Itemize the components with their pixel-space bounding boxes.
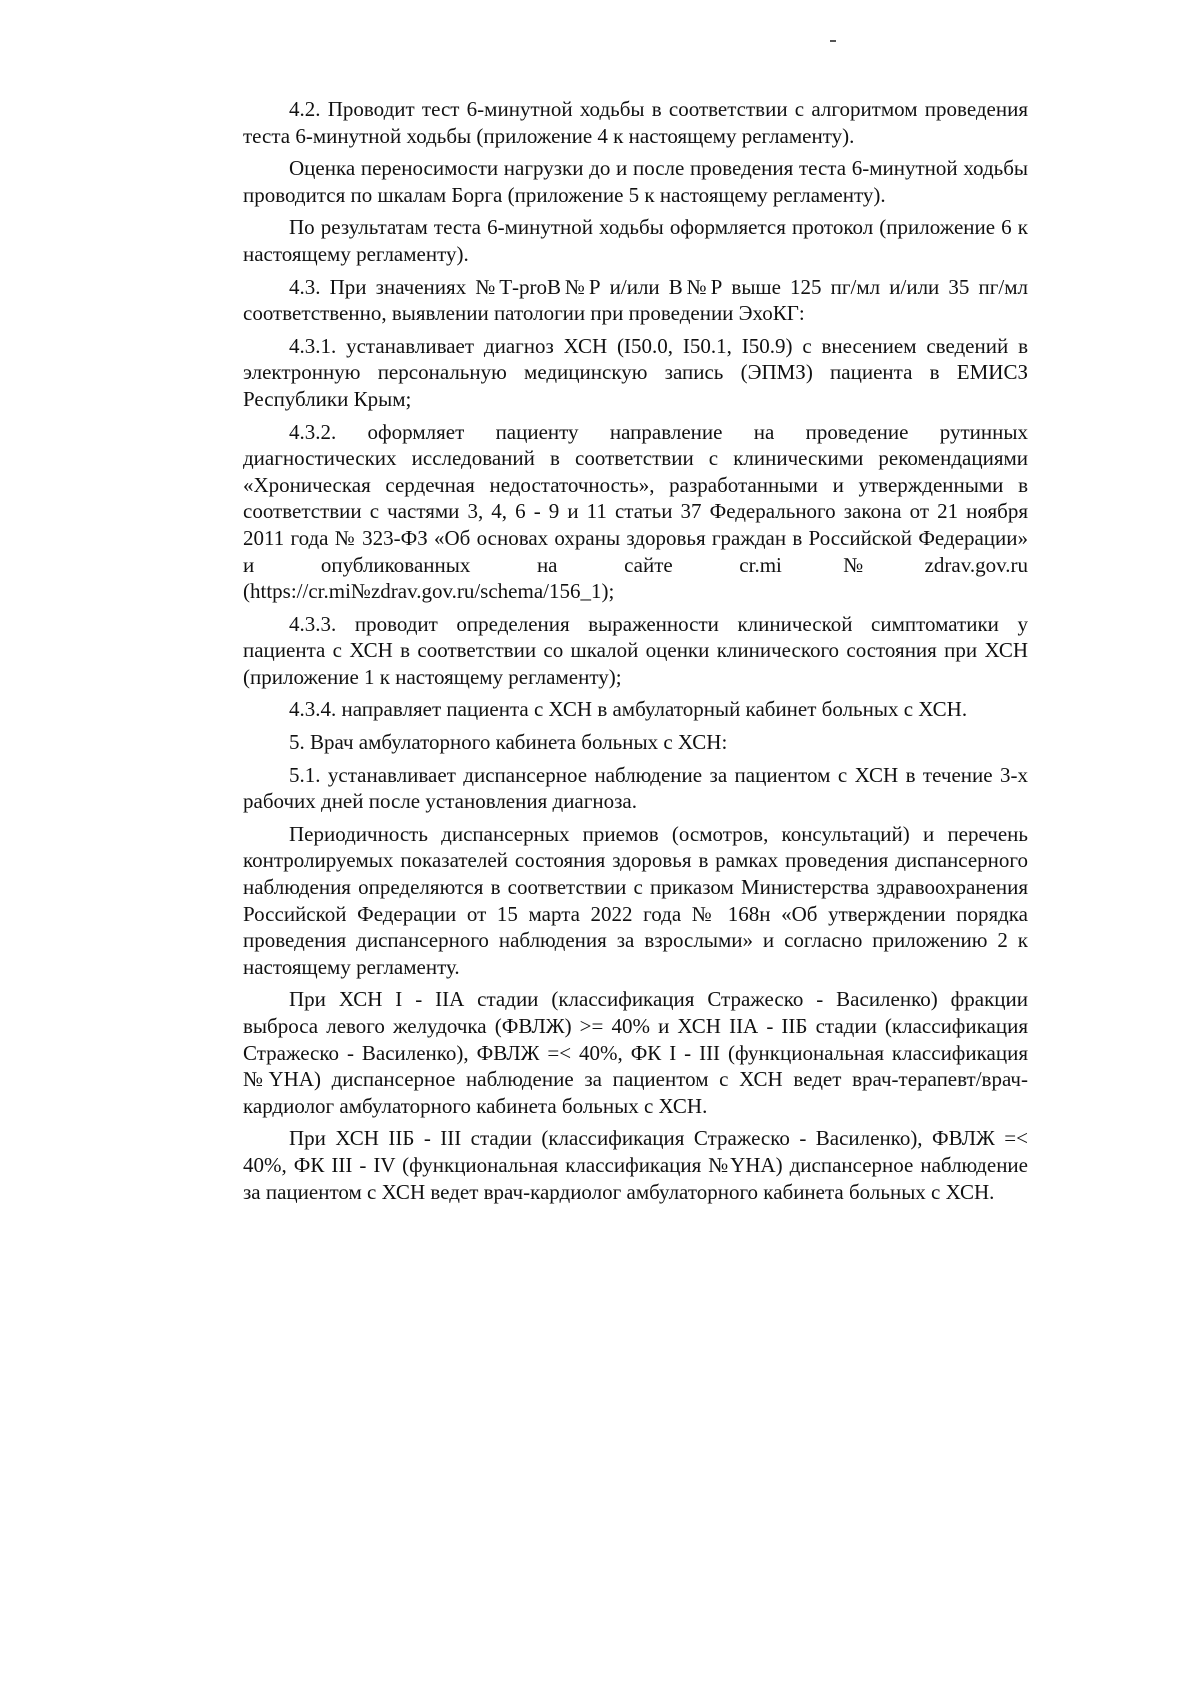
scan-speck <box>830 40 836 42</box>
paragraph-protocol: По результатам теста 6-минутной ходьбы оформляется протокол (приложение 6 к настоящему регламенту). <box>243 215 1028 266</box>
paragraph-4-3-1: 4.3.1. устанавливает диагноз ХСН (I50.0, I50.1, I50.9) с внесением сведений в электронную персональную медицинскую запись (ЭПМЗ) пациента в ЕМИСЗ Республики Крым; <box>243 333 1028 411</box>
paragraph-stage-i-iia: При ХСН I - IIА стадии (классификация Стражеско - Василенко) фракции выброса левого желудочка (ФВЛЖ) >= 40% и ХСН IIА - IIБ стадии (классификация Стражеско - Василенко), ФВЛЖ =< 40%, ФК I - III (функциональная классификация №YHA) диспансерное наблюдение за пациентом с ХСН ведет врач-терапевт/врач-кардиолог амбулаторного кабинета больных с ХСН. <box>243 987 1028 1118</box>
paragraph-4-3-2: 4.3.2. оформляет пациенту направление на проведение рутинных диагностических исследований в соответствии с клиническими рекомендациями «Хроническая сердечная недостаточность», разработанными и утвержденными в соответствии с частями 3, 4, 6 - 9 и 11 статьи 37 Федерального закона от 21 ноября 2011 года № 323-ФЗ «Об основах охраны здоровья граждан в Российской Федерации» и опубликованных на сайте cr.mi№zdrav.gov.ru (https://cr.mi№zdrav.gov.ru/schema/156_1); <box>243 419 1028 604</box>
paragraph-4-3-4: 4.3.4. направляет пациента с ХСН в амбулаторный кабинет больных с ХСН. <box>289 697 968 722</box>
paragraph-periodicity: Периодичность диспансерных приемов (осмотров, консультаций) и перечень контролируемых показателей состояния здоровья в рамках проведения диспансерного наблюдения определяются в соответствии с приказом Министерства здравоохранения Российской Федерации от 15 марта 2022 года № 168н «Об утверждении порядка проведения диспансерного наблюдения за взрослыми» и согласно приложению 2 к настоящему регламенту. <box>243 821 1028 979</box>
paragraph-4-3: 4.3. При значениях №Т-proВ№Р и/или В№Р выше 125 пг/мл и/или 35 пг/мл соответственно, выявлении патологии при проведении ЭхоКГ: <box>243 274 1028 326</box>
paragraph-4-3-3: 4.3.3. проводит определения выраженности клинической симптоматики у пациента с ХСН в соответствии со шкалой оценки клинического состояния при ХСН (приложение 1 к настоящему регламенту); <box>243 611 1028 689</box>
paragraph-stage-iib-iii: При ХСН IIБ - III стадии (классификация Стражеско - Василенко), ФВЛЖ =< 40%, ФК III - IV (функциональная классификация №YHA) диспансерное наблюдение за пациентом с ХСН ведет врач-кардиолог амбулаторного кабинета больных с ХСН. <box>243 1126 1028 1204</box>
paragraph-4-2: 4.2. Проводит тест 6-минутной ходьбы в соответствии с алгоритмом проведения теста 6-минутной ходьбы (приложение 4 к настоящему регламенту). <box>243 97 1028 148</box>
paragraph-5: 5. Врач амбулаторного кабинета больных с ХСН: <box>289 730 728 755</box>
document-body <box>243 96 1028 1211</box>
paragraph-borg-scale: Оценка переносимости нагрузки до и после проведения теста 6-минутной ходьбы проводится по шкалам Борга (приложение 5 к настоящему регламенту). <box>243 156 1028 207</box>
paragraph-5-1: 5.1. устанавливает диспансерное наблюдение за пациентом с ХСН в течение 3-х рабочих дней после установления диагноза. <box>243 762 1028 814</box>
